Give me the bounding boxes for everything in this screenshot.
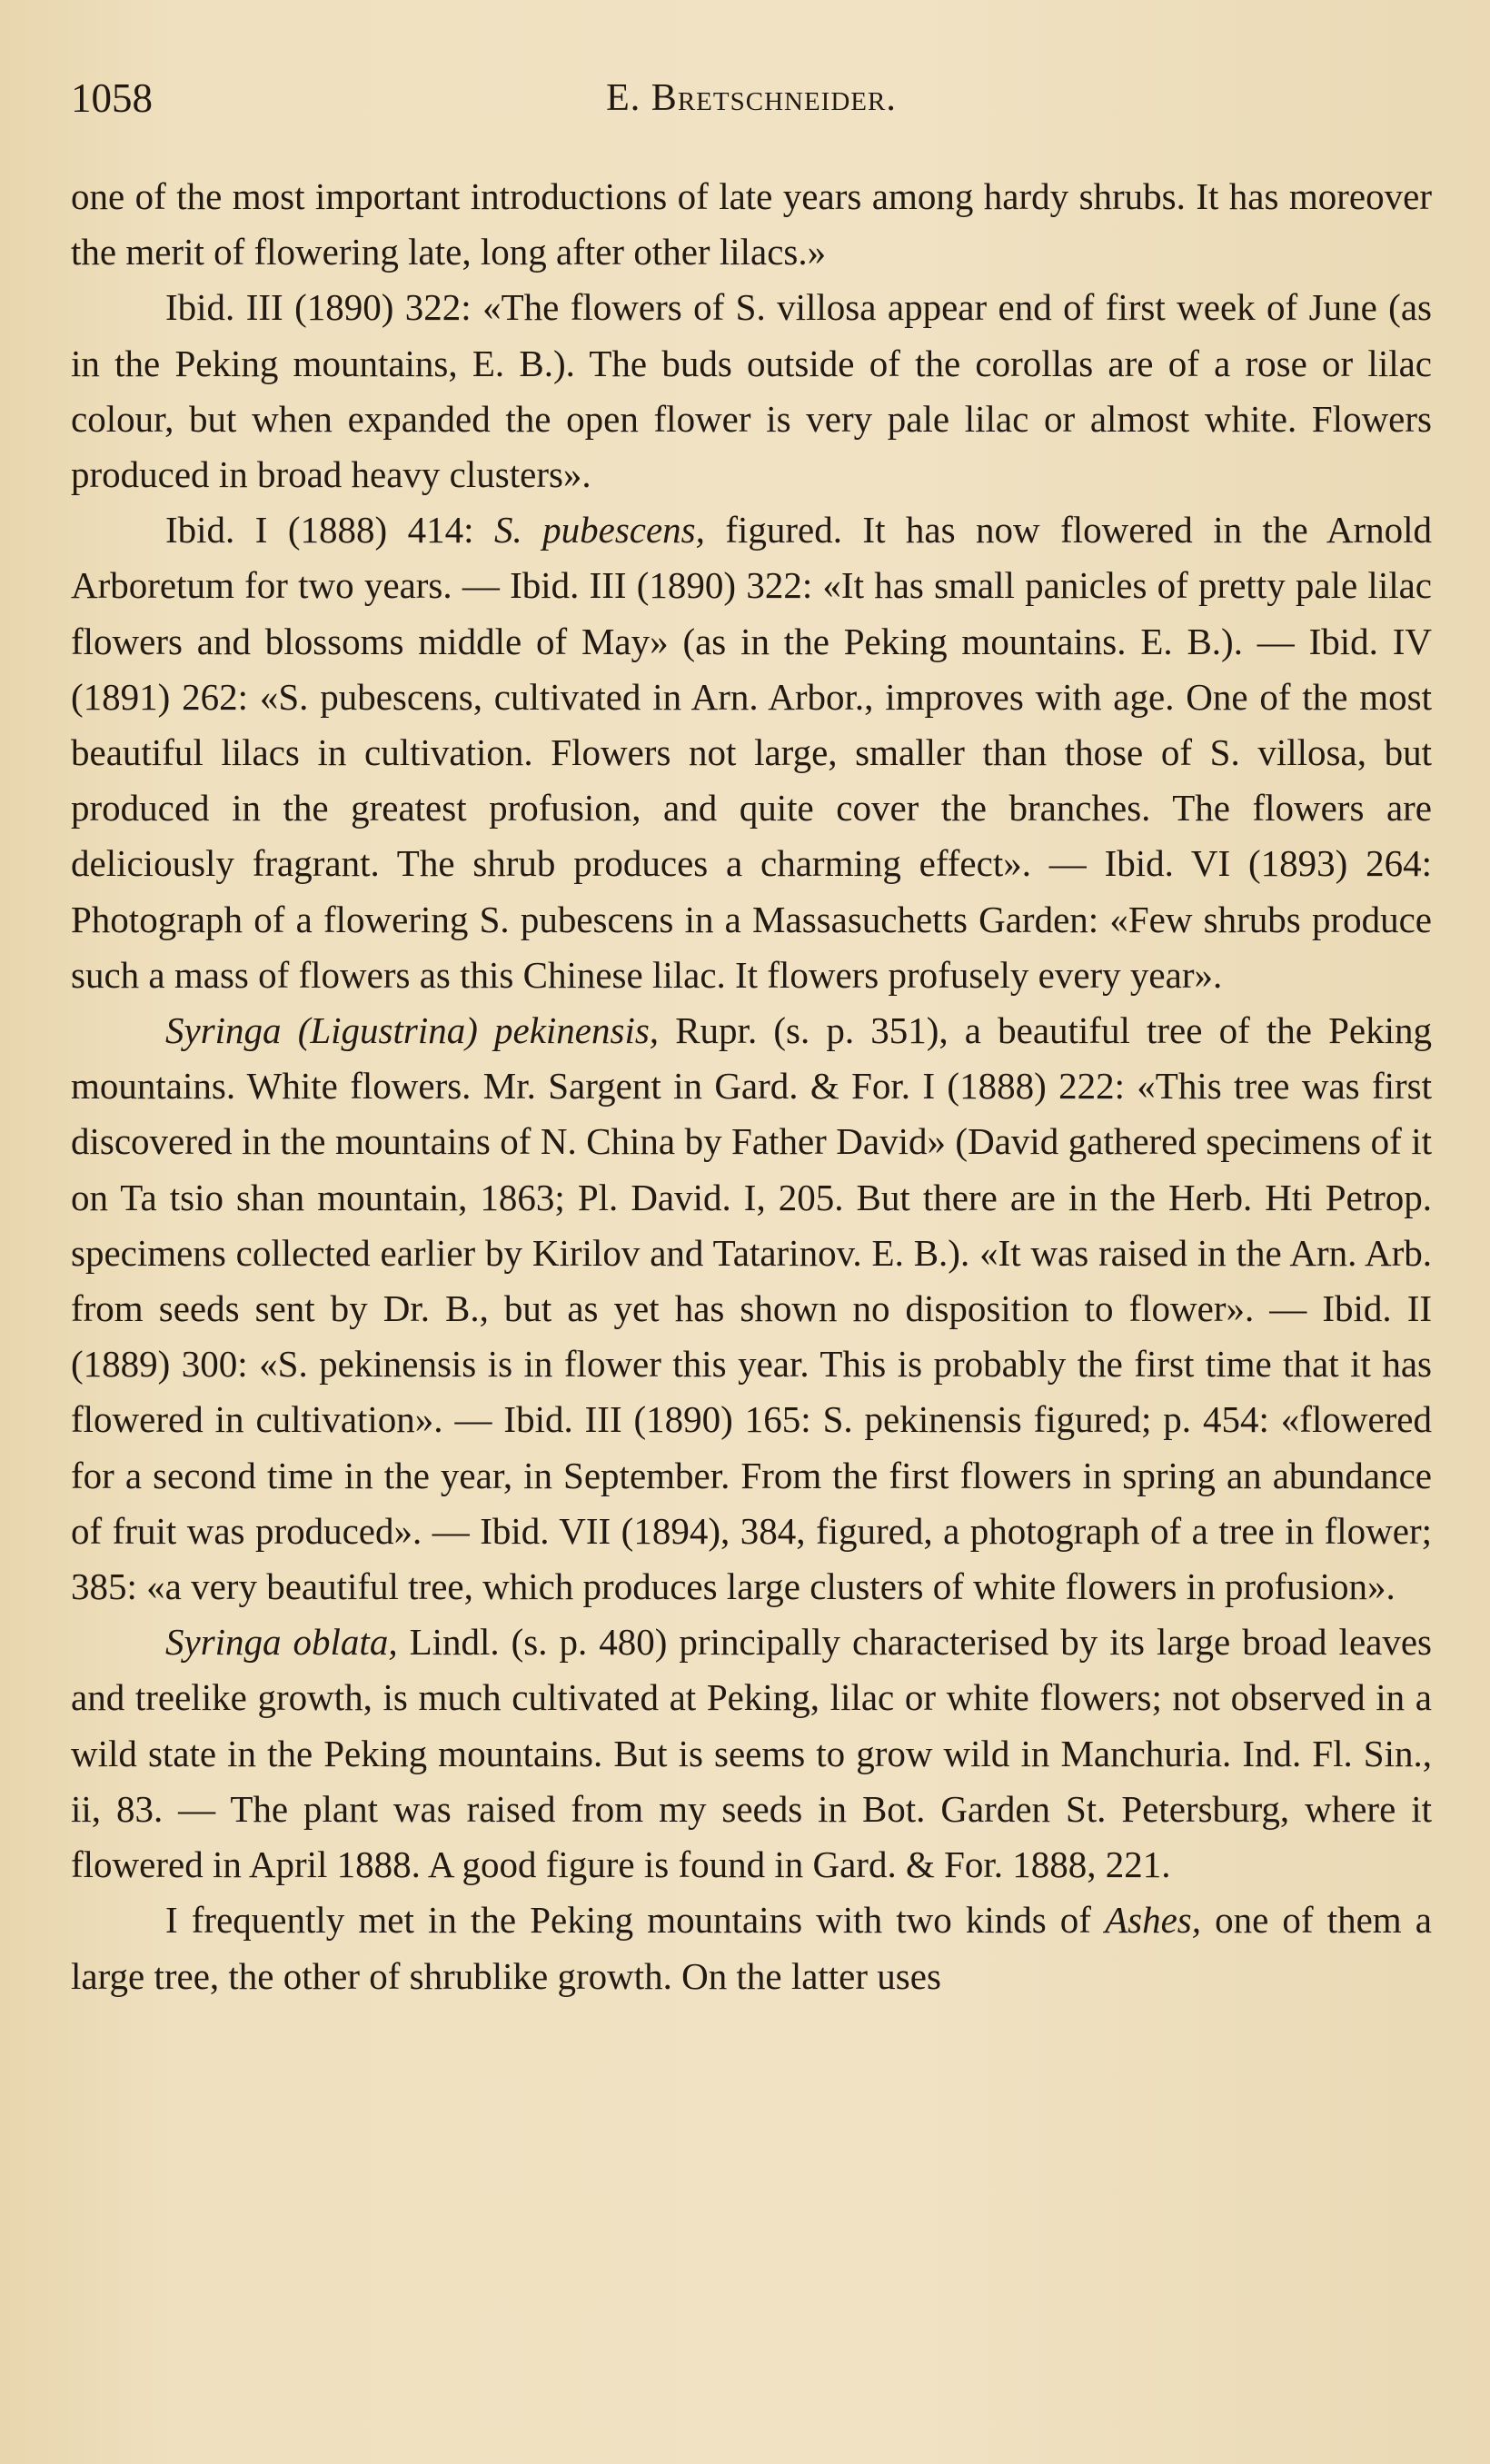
text-run: Lindl. (s. p. 480) principally characterised by its large broad leaves and treelike growth, is much cultivated at Peking, lilac or white flowers; not observed in a wild state in the Peking mountains. But is seems to grow wild in Manchuria. Ind. Fl. Sin., ii, 83. — The plant was raised from my seeds in Bot. Garden St. Petersburg, where it flowered in April 1888. A good figure is found in Gard. & For. 1888, 221. — [71, 1621, 1432, 1886]
text-run: I frequently met in the Peking mountains with two kinds of — [165, 1899, 1106, 1942]
paragraph — [71, 1893, 1432, 2003]
paragraph — [71, 169, 1432, 280]
italic-term: Syringa (Ligustrina) pekinensis, — [165, 1009, 660, 1052]
italic-term: S. pubescens, — [493, 509, 705, 551]
text-run: one of the most important introductions of late years among hardy shrubs. It has moreover the merit of flowering late, long after other lilacs.» — [71, 175, 1432, 273]
body-text — [71, 169, 1432, 2004]
paragraph — [71, 280, 1432, 502]
paragraph — [71, 502, 1432, 1003]
text-run: figured. It has now flowered in the Arnold Arboretum for two years. — Ibid. III (1890) 322: «It has small panicles of pretty pale lilac flowers and blossoms middle of May» (as in the Peking mountains. E. B.). — Ibid. IV (1891) 262: «S. pubescens, cultivated in Arn. Arbor., improves with age. One of the most beautiful lilacs in cultivation. Flowers not large, smaller than those of S. villosa, but produced in the greatest profusion, and quite cover the branches. The flowers are deliciously fragrant. The shrub produces a charming effect». — Ibid. VI (1893) 264: Photograph of a flowering S. pubescens in a Massasuchetts Garden: «Few shrubs produce such a mass of flowers as this Chinese lilac. It flowers profusely every year». — [71, 509, 1432, 996]
text-run: Rupr. (s. p. 351), a beautiful tree of the Peking mountains. White flowers. Mr. Sargent in Gard. & For. I (1888) 222: «This tree was first discovered in the mountains of N. China by Father David» (David gathered specimens of it on Ta tsio shan mountain, 1863; Pl. David. I, 205. But there are in the Herb. Hti Petrop. specimens collected earlier by Kirilov and Tatarinov. E. B.). «It was raised in the Arn. Arb. from seeds sent by Dr. B., but as yet has shown no disposition to flower». — Ibid. II (1889) 300: «S. pekinensis is in flower this year. This is probably the first time that it has flowered in cultivation». — Ibid. III (1890) 165: S. pekinensis figured; p. 454: «flowered for a second time in the year, in September. From the first flowers in spring an abundance of fruit was produced». — Ibid. VII (1894), 384, figured, a photograph of a tree in flower; 385: «a very beautiful tree, which produces large clusters of white flowers in profusion». — [71, 1009, 1432, 1608]
text-run: Ibid. I (1888) 414: — [165, 509, 494, 551]
running-head: E. Bretschneider. — [606, 77, 897, 119]
text-run: one of them a large tree, the other of shrublike growth. On the latter uses — [71, 1899, 1432, 1997]
page-header — [71, 71, 1432, 125]
paragraph — [71, 1615, 1432, 1893]
italic-term: Ashes, — [1105, 1899, 1201, 1942]
page-number: 1058 — [71, 75, 153, 121]
italic-term: Syringa oblata, — [165, 1621, 398, 1664]
text-run: Ibid. III (1890) 322: «The flowers of S. villosa appear end of first week of June (as in the Peking mountains, E. B.). The buds outside of the corollas are of a rose or lilac colour, but when expanded the open flower is very pale lilac or almost white. Flowers produced in broad heavy clusters». — [71, 286, 1432, 496]
paragraph — [71, 1003, 1432, 1615]
